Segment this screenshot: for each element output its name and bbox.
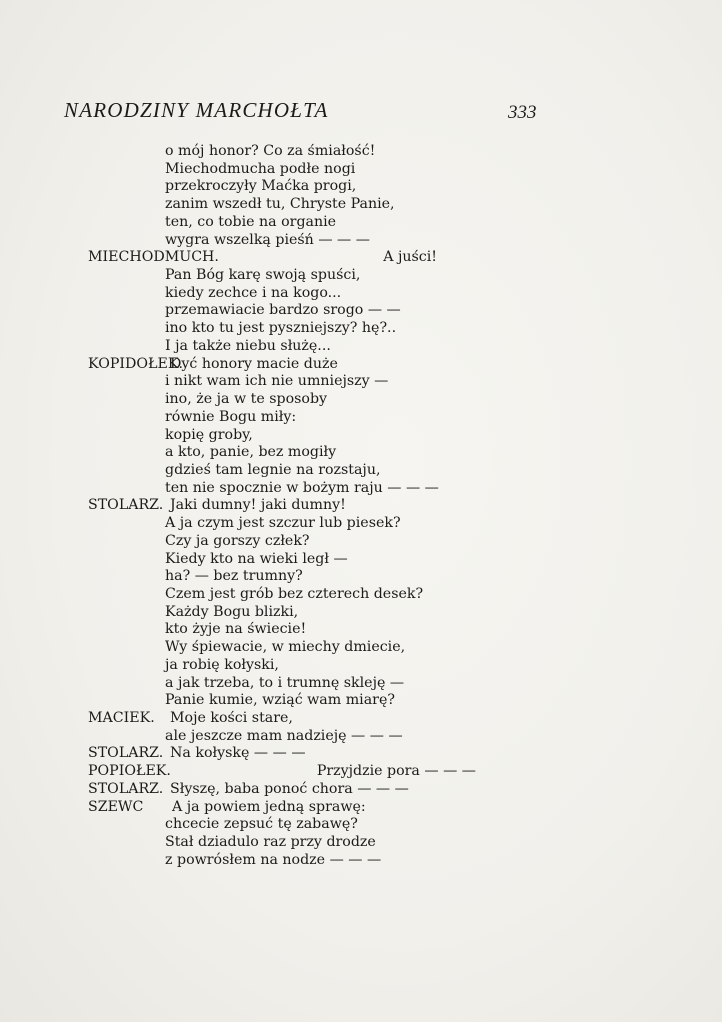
speaker-name: SZEWC xyxy=(88,798,144,815)
verse-line: Panie kumie, wziąć wam miarę? xyxy=(165,692,395,709)
verse-line: Czem jest grób bez czterech desek? xyxy=(165,586,424,602)
verse-line: A ja czym jest szczur lub piesek? xyxy=(165,515,401,532)
verse-line: ja robię kołyski, xyxy=(165,656,279,673)
verse-line: Czy ja gorszy człek? xyxy=(165,532,310,549)
verse-line-continuation: Przyjdzie pora — — — xyxy=(316,763,476,780)
verse-line: kiedy zechce i na kogo... xyxy=(165,284,342,301)
speaker-name: KOPIDOŁEK. xyxy=(88,355,183,372)
verse-line: a kto, panie, bez mogiły xyxy=(165,444,337,461)
verse-line: a jak trzeba, to i trumnę skleję — xyxy=(165,674,405,691)
speaker-name: STOLARZ. xyxy=(88,780,164,797)
verse-line: Stał dziadulo raz przy drodze xyxy=(165,834,376,851)
verse-line: gdzieś tam legnie na rozstaju, xyxy=(165,461,381,478)
verse-line-continuation: A juści! xyxy=(383,249,437,266)
verse-line: ale jeszcze mam nadzieję — — — xyxy=(165,727,403,744)
verse-line: i nikt wam ich nie umniejszy — xyxy=(165,373,389,390)
verse-line: Słyszę, baba ponoć chora — — — xyxy=(170,780,409,797)
verse-line: A ja powiem jedną sprawę: xyxy=(172,798,366,815)
verse-line: Każdy Bogu blizki, xyxy=(165,603,299,620)
verse-line: Pan Bóg karę swoją spuści, xyxy=(165,267,361,284)
speaker-name: POPIOŁEK. xyxy=(88,763,171,780)
verse-line: przemawiacie bardzo srogo — — xyxy=(165,302,401,319)
verse-line: z powrósłem na nodze — — — xyxy=(165,851,382,868)
speaker-name: STOLARZ. xyxy=(88,497,164,514)
speaker-name: MIECHODMUCH. xyxy=(88,249,219,266)
verse-line: zanim wszedł tu, Chryste Panie, xyxy=(165,196,395,213)
verse-line: chcecie zepsuć tę zabawę? xyxy=(165,816,358,833)
verse-line: o mój honor? Co za śmiałość! xyxy=(165,143,376,159)
verse-line: Wy śpiewacie, w miechy dmiecie, xyxy=(165,639,406,656)
speaker-name: MACIEK. xyxy=(88,710,155,727)
verse-line: Miechodmucha podłe nogi xyxy=(165,160,356,177)
verse-line: przekroczyły Maćka progi, xyxy=(165,178,357,195)
verse-line: I ja także niebu służę... xyxy=(165,337,331,354)
verse-line: Kiedy kto na wieki legł — xyxy=(165,550,348,567)
speaker-name: STOLARZ. xyxy=(88,745,164,762)
verse-line: Dyć honory macie duże xyxy=(170,355,338,372)
verse-line: ten nie spocznie w bożym raju — — — xyxy=(165,479,439,496)
verse-line: ino kto tu jest pyszniejszy? hę?.. xyxy=(165,320,397,337)
verse-line: kopię groby, xyxy=(165,426,253,443)
verse-line: ha? — bez trumny? xyxy=(165,568,303,585)
verse-line: równie Bogu miły: xyxy=(165,408,297,425)
page-number: 333 xyxy=(508,102,537,123)
verse-line: Jaki dumny! jaki dumny! xyxy=(170,497,346,514)
verse-line: Na kołyskę — — — xyxy=(170,745,306,762)
verse-line: kto żyje na świecie! xyxy=(165,621,307,638)
running-title: NARODZINY MARCHOŁTA xyxy=(64,98,329,122)
bleed-through-shadow xyxy=(470,120,710,880)
verse-line: Moje kości stare, xyxy=(170,710,293,727)
verse-line: wygra wszelką pieśń — — — xyxy=(165,231,370,248)
verse-line: ino, że ja w te sposoby xyxy=(165,391,328,408)
verse-line: ten, co tobie na organie xyxy=(165,213,337,230)
